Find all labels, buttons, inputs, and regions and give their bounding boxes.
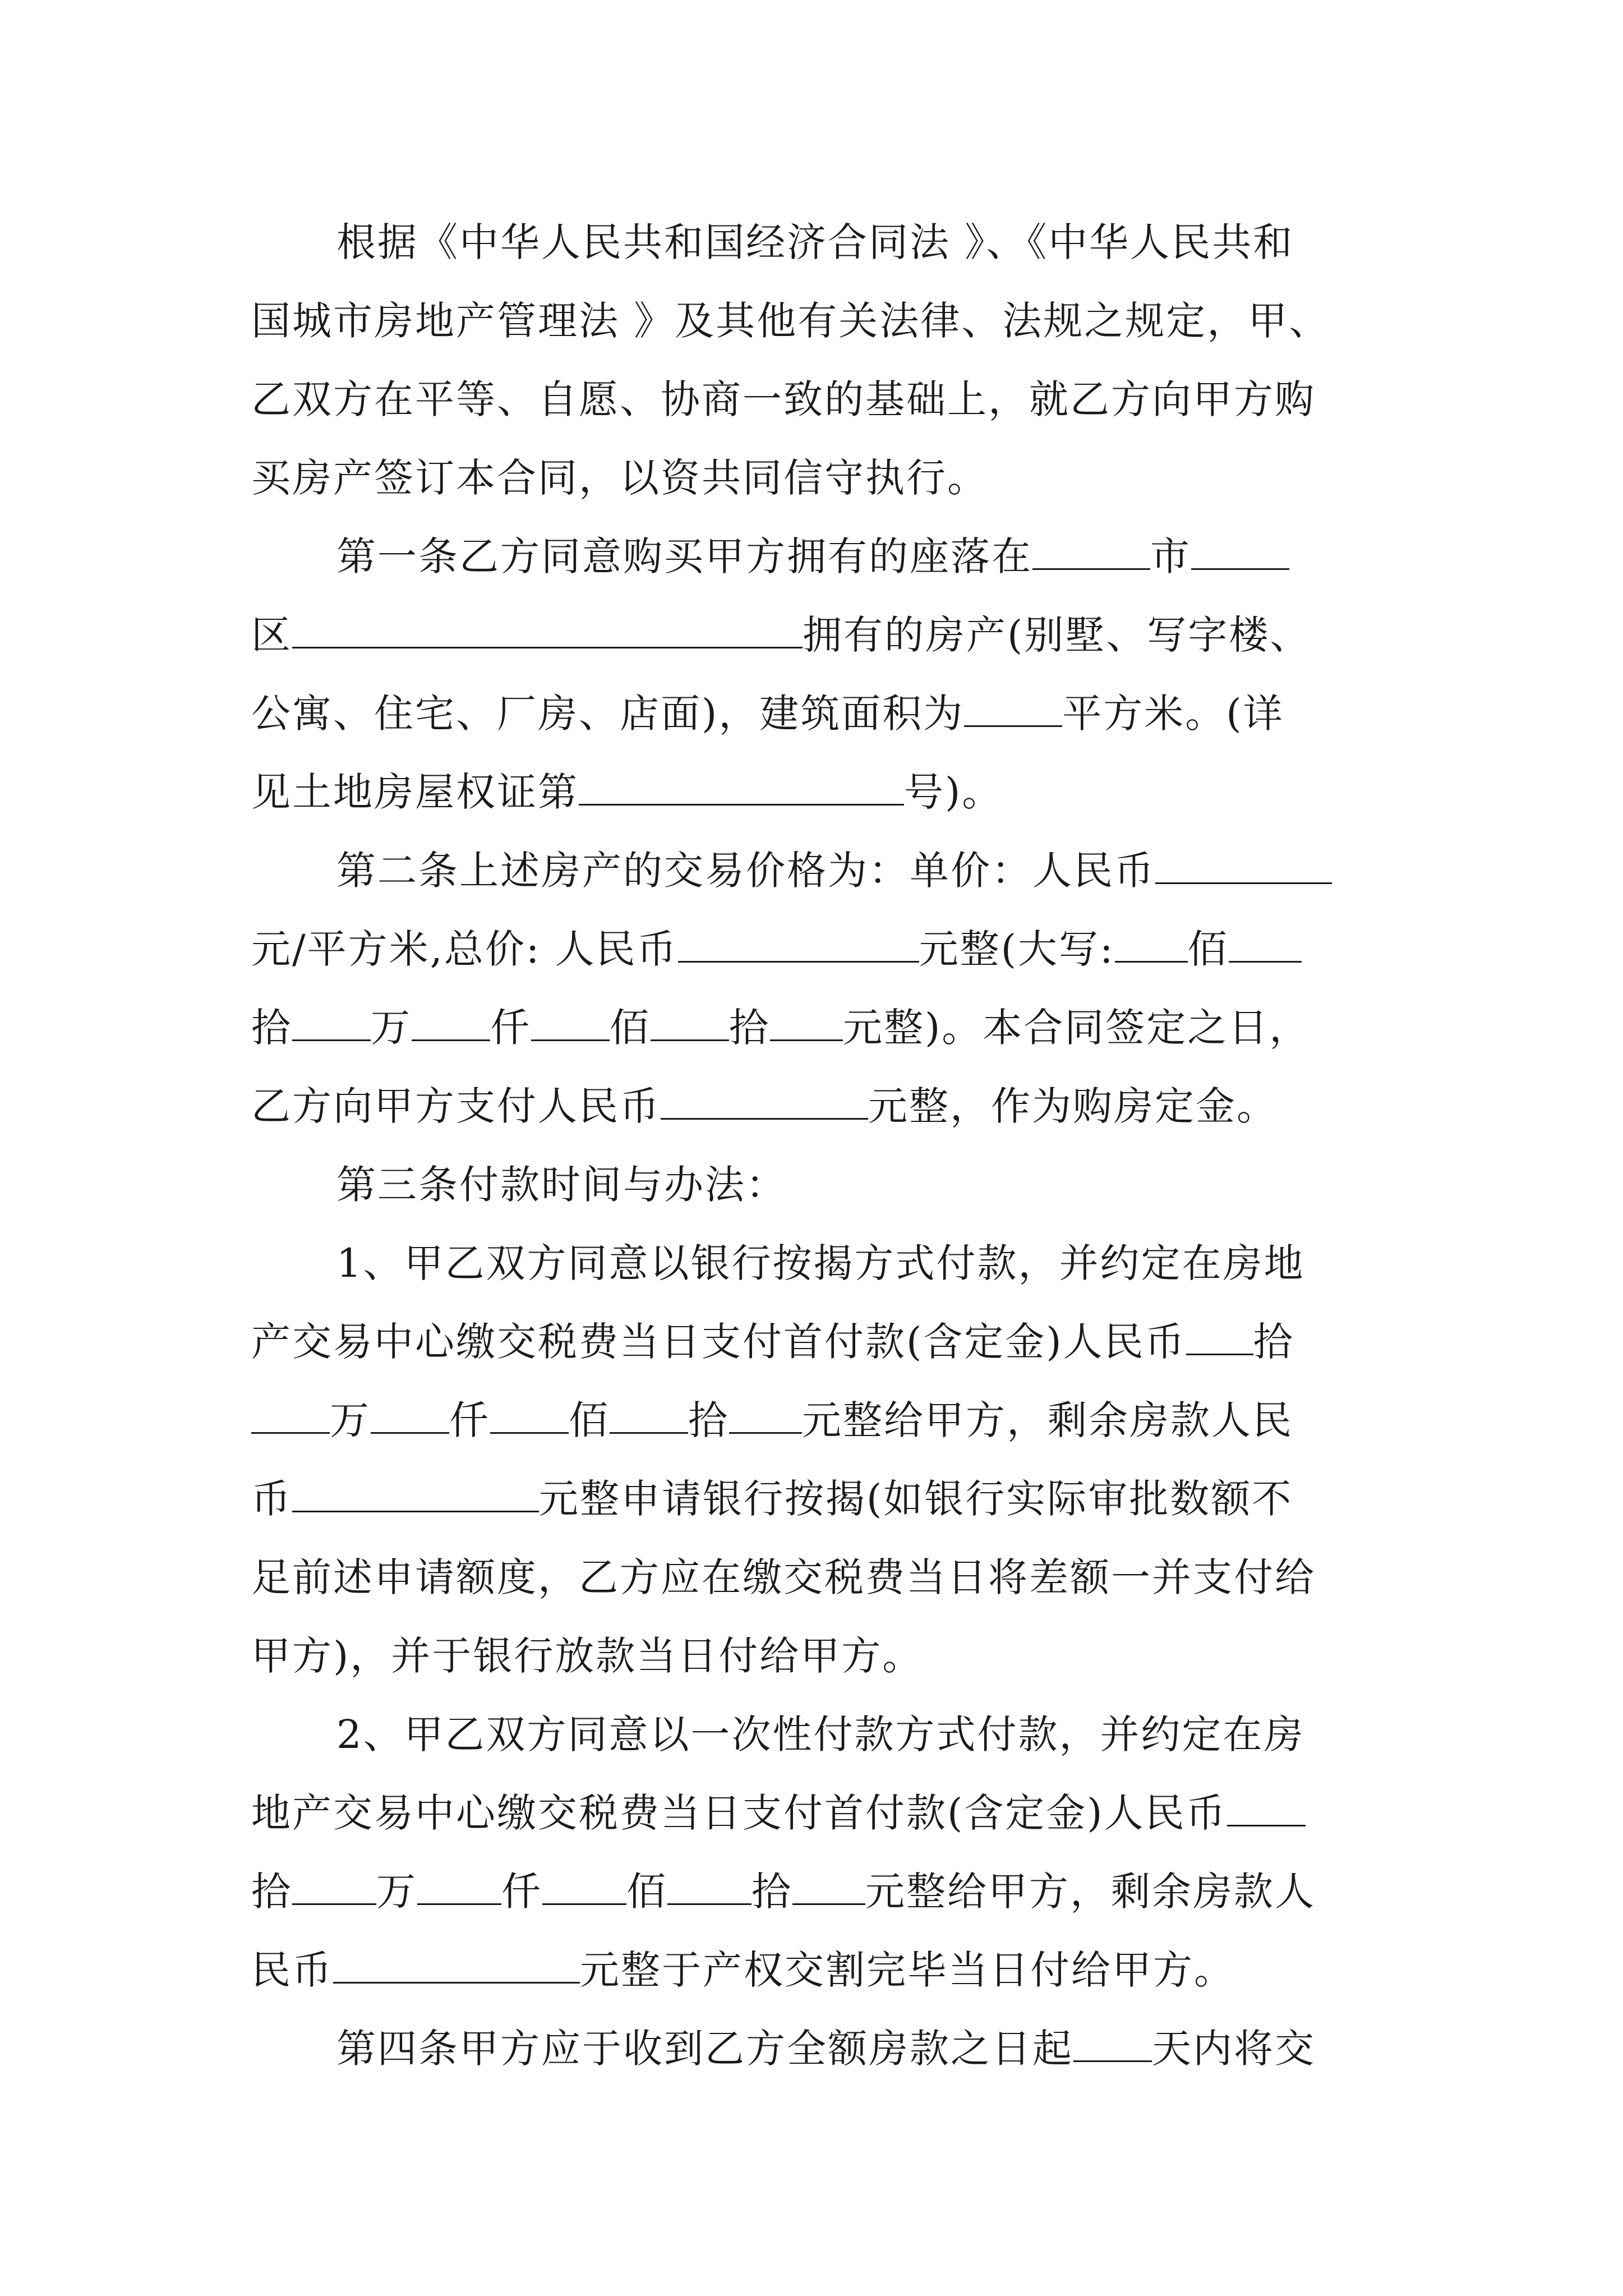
fill-blank	[610, 1395, 688, 1434]
text-line: 第二条上述房产的交易价格为：单价：人民币	[336, 837, 1332, 904]
text-line: 乙双方在平等、自愿、协商一致的基础上，就乙方向甲方购	[251, 376, 1316, 422]
text-line: 拾 万 仟 佰 拾 元整给甲方，剩余房款人	[251, 1858, 1316, 1925]
text-line: 见土地房屋权证第 号)。	[251, 758, 1003, 826]
fill-blank	[651, 1002, 729, 1041]
text-line: 足前述申请额度，乙方应在缴交税费当日将差额一并支付给	[251, 1554, 1316, 1600]
fill-blank	[1115, 924, 1188, 963]
fill-blank	[531, 1002, 610, 1041]
text-line: 1、甲乙双方同意以银行按揭方式付款，并约定在房地	[336, 1240, 1305, 1286]
fill-blank	[292, 610, 803, 648]
text-line: 第四条甲方应于收到乙方全额房款之日起 天内将交	[336, 2015, 1316, 2082]
fill-blank	[1186, 1317, 1253, 1355]
fill-blank	[1073, 2023, 1152, 2062]
fill-blank	[1032, 531, 1150, 570]
fill-blank	[667, 1866, 751, 1905]
text-line: 买房产签订本合同，以资共同信守执行。	[251, 455, 988, 501]
text-line: 币 元整申请银行按揭(如银行实际审批数额不	[251, 1465, 1293, 1533]
fill-blank	[251, 1395, 330, 1434]
fill-blank	[333, 1945, 580, 1984]
fill-blank	[542, 1866, 626, 1905]
fill-blank	[964, 688, 1062, 727]
text-line: 第一条乙方同意购买甲方拥有的座落在 市	[336, 523, 1289, 590]
text-line: 拾 万 仟 佰 拾 元整)。本合同签定之日，	[251, 994, 1310, 1061]
fill-blank	[417, 1866, 501, 1905]
fill-blank	[292, 1866, 376, 1905]
fill-blank	[292, 1002, 371, 1041]
fill-blank	[1155, 845, 1332, 884]
fill-blank	[579, 767, 904, 806]
text-line: 第三条付款时间与办法：	[336, 1162, 787, 1208]
fill-blank	[1191, 531, 1289, 570]
fill-blank	[792, 1866, 865, 1905]
text-line: 万 仟 佰 拾 元整给甲方，剩余房款人民	[251, 1387, 1293, 1454]
text-line: 地产交易中心缴交税费当日支付首付款(含定金)人民币	[251, 1779, 1306, 1847]
fill-blank	[412, 1002, 490, 1041]
fill-blank	[1229, 924, 1302, 963]
fill-blank	[490, 1395, 569, 1434]
text-line: 甲方)，并于银行放款当日付给甲方。	[251, 1633, 924, 1679]
text-line: 公寓、住宅、厂房、店面)，建筑面积为 平方米。(详	[251, 680, 1284, 747]
text-line: 产交易中心缴交税费当日支付首付款(含定金)人民币 拾	[251, 1308, 1294, 1375]
text-line: 元/平方米,总价: 人民币 元整(大写: 佰	[251, 915, 1302, 983]
fill-blank	[661, 1081, 868, 1120]
fill-blank	[1227, 1788, 1306, 1826]
fill-blank	[371, 1395, 449, 1434]
text-line: 2、甲乙双方同意以一次性付款方式付款，并约定在房	[336, 1711, 1305, 1757]
text-line: 区 拥有的房产(别墅、写字楼、	[251, 601, 1311, 669]
text-line: 乙方向甲方支付人民币 元整，作为购房定金。	[251, 1073, 1278, 1140]
fill-blank	[729, 1395, 802, 1434]
fill-blank	[292, 1474, 539, 1512]
fill-blank	[678, 924, 919, 963]
fill-blank	[770, 1002, 843, 1041]
text-line: 根据《中华人民共和国经济合同法 》、《中华人民共和	[336, 219, 1294, 265]
text-line: 民币 元整于产权交割完毕当日付给甲方。	[251, 1936, 1235, 2004]
text-line: 国城市房地产管理法 》及其他有关法律、法规之规定，甲、	[251, 298, 1330, 344]
